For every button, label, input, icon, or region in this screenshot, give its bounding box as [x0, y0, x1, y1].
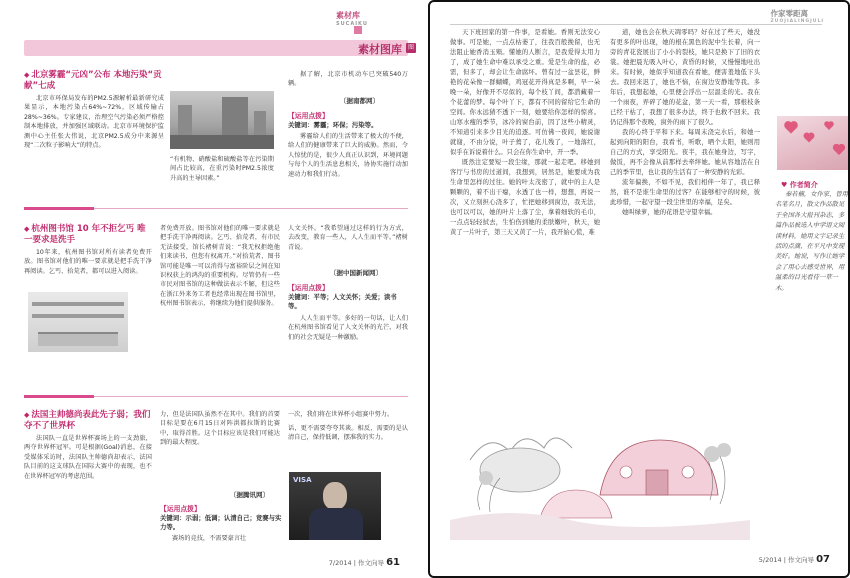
keywords: 关键词：雾霾；环保；污染等。 — [288, 121, 378, 129]
analysis-text: 雾霾给人们的生活带来了极大的不便，给人们的健康带来了巨大的威胁。然而，令人惊忧的是，很少人真正认识到，环境问题与每个人的生活息息相关，协协实施行动加速动力和我们行动。 — [288, 133, 408, 178]
essay-paragraph: 既然注定要短一段尘缘，那就一起走吧。移她到客厅与书房的过道间，我想到，居然是，她要成为我生命里怎样的过往。她的叶太茂密了，就中的主人是颗颗的，着不出干瘪，水透了也一样，想想，再说一次，又立刻担心浇多了，忙把她移到窗边，我无法，也可以可以，她的叶片上落了尘，拿着细软的毛巾，一点点轻轻拭去，生怕伤到她的柔肤嫩叶，秋天，她黄了一片叶子，第三天又黄了一片，我开始心慌，难 — [450, 159, 600, 236]
application-label: 【运用点拨】 — [160, 505, 201, 513]
section-tag — [336, 10, 368, 27]
page-footer — [329, 557, 400, 568]
application-label: 【运用点拨】 — [288, 284, 329, 292]
essay-column-2 — [610, 28, 760, 398]
keywords: 关键词：平等；人文关怀；关爱；读书等。 — [288, 293, 397, 311]
author-bio-label-text: 作者简介 — [789, 181, 818, 189]
article-body-col3: 人文关怀。“我希望通过这样的行为方式，去改变，教育一些人，人人生而平等。”褚树青说。 — [288, 225, 408, 251]
article-source: 〔据腾讯网〕 — [230, 491, 269, 499]
diamond-icon: ◆ — [24, 411, 30, 419]
article-title-france — [24, 410, 154, 432]
article-body-col4: 话，更不需要夸夸其谈。相反，需要的是认清自己，保持低调，摆准我的实力。 — [288, 425, 408, 442]
footer-text: 5/2014 | 作文向导 — [758, 556, 814, 564]
section-tag-en: ZUOJIALINGJULI — [770, 19, 824, 24]
article-source: 〔据南都网〕 — [340, 97, 379, 105]
analysis-text: 赛场的竞技，不需要豪言壮 — [172, 535, 247, 542]
article-body-col3: 一次，我们将在世界杯小组赛中努力。 — [288, 411, 394, 418]
smog-photo — [170, 91, 274, 149]
article-body-col2: 力，但是法国队虽然不在其中。我们的首要目标是要在6月15日对阵洪都拉斯的比赛中，取得首胜。这个目标应该是我们可能达到的最大程度。 — [160, 411, 280, 447]
article-body-col1: 法国队一直是世界杯赛场上的一支劲旅，两夺世界杯冠军。可是根据(Goal)消息，在接受媒体采访时，法国队主帅德尚却表示，法国队目前的这支球队在国际大赛中的表现，也不在世界杯冠军的考虑范围。 — [24, 435, 152, 480]
footer-text: 7/2014 | 作文向导 — [328, 559, 384, 567]
article-body-col2: “有机物、硝酸盐和硫酸盐等在污染期间占比较高，在重污染时PM2.5浓度升高的主导因素。” — [170, 156, 274, 182]
header-rule — [450, 24, 822, 25]
page-footer — [759, 554, 830, 565]
section-tag-text: 作家零距离 — [770, 9, 809, 18]
right-magazine-page — [428, 0, 850, 578]
banner-icon: 图 — [407, 44, 414, 51]
application-label: 【运用点拨】 — [288, 112, 329, 120]
diamond-icon: ◆ — [24, 71, 30, 79]
divider-accent — [24, 395, 94, 398]
article-title-text: 北京雾霾“元凶”公布 本地污染“贡献”七成 — [24, 70, 162, 91]
section-banner — [24, 40, 408, 56]
article-body-col2: 者免费开放。图书馆对他们的唯一要求就是把手洗干净再阅读。乞丐、拾荒者，有市民无法接受，馆长褚树青说：“我无权拒绝他们来读书，但您有权离开。”对拾荒者，图书馆可能是唯一可以消得与富裕阶层之间在知识权获上的鸿沟的重要机构。尽管仍有一些市民对图书馆的这种做法表示不解，但这些在浙江外来务工者也经常出现在图书馆里，杭州图书馆表示，将继续为他们提供服务。 — [160, 225, 280, 308]
analysis-text: 人人生而平等。多好的一句话，让人们在杭州图书馆看见了人文关怀的光芒，对我们的社会无疑是一种激励。 — [288, 315, 408, 341]
essay-paragraph: 我的心终于平和下来。每周末浇完水后，和她一起到向阳的阳台，我看书，听歌，晒个太阳，她则用自己的方式，享受阳光。夜半，我在她身边，写字，做饭，再不会像从前那样去牵绊她。她从容地活在自己的季节里，也让我的生活有了一种安静的光彩。 — [610, 129, 760, 176]
section-tag — [771, 8, 824, 24]
section-tag-en: SUCAIKU — [336, 21, 368, 27]
left-magazine-page — [0, 0, 422, 578]
cottage-illustration — [450, 400, 750, 540]
article-source: 〔据中国新闻网〕 — [330, 269, 382, 277]
coach-photo: VISA — [289, 472, 381, 540]
essay-paragraph: 道，她也会在秋天凋零吗？好在过了些天，她没有更多的叶出现，她的根在黑色的泥中生长着，向一旁的青花瓷展出了小小的裂枝，她只是换下了旧的衣裳。她把晨光吸入叶心，黄昏的时候，又慢慢地吐出来。有时候，她似乎知道我在看她，便害羞地低下头去。我回来迟了，她也不恼，在窗边安静地等我。多年后，我想起她，心里便会浮出一层温柔的光。我在一个雨夜，弄碎了她的花盆，第一天一看，那根枝条已经干枯了，我想了很多办法，终于也救不回来。我仍记得那个夜晚，窗外的雨下了很久。 — [610, 29, 760, 126]
essay-column-1 — [450, 28, 600, 398]
article-body-col1: 10年来，杭州图书馆对所有读者免费开放。图书馆对他们的唯一要求就是把手洗干净再阅读。乞丐、拾荒者，都可以进入阅读。 — [24, 249, 152, 275]
article-title-text: 杭州图书馆 10 年不拒乞丐 唯一要求是洗手 — [24, 224, 146, 245]
keywords: 关键词：示弱；低调；认清自己；竞赛与实力等。 — [160, 514, 282, 532]
essay-paragraph: 流年偏换，不如不见，我们相伴一年了，我已释然，谁不是谁生命里的过客？在能够相守的时候，彼此珍惜，一起守望一段尘世里的幸福，足矣。 — [610, 179, 760, 206]
section-tag-text: 素材库 — [336, 11, 360, 20]
section-banner-title: 素材图库 — [358, 43, 402, 56]
hearts-photo — [777, 116, 849, 170]
page-number: 61 — [386, 557, 400, 568]
author-bio — [775, 190, 849, 520]
article-title-library — [24, 224, 154, 246]
author-bio-text: 秦若楠，女作家，曾用名笔名月，散文作品散见于全国各大报刊杂志，多篇作品被选入中学语文阅读材料，她用文字记录生活的点滴，在平凡中发现美好。她说，写作让她学会了用心去感受世界，用温柔的目光看待一草一木。 — [775, 191, 848, 292]
header-marker — [354, 26, 362, 34]
article-body-col1: 北京市环保局发布的PM2.5源解析最新研究成果显示，本地污染占64%~72%，区域传输占28%~36%。专家建议，治理空气污染必须严格控制本地排放，并加强区域联动。北京市环境保护监测中心主任张大伟说，北京PM2.5成分中来源呈现“二次粒子影响大”的特点。 — [24, 95, 164, 150]
essay-paragraph: 天下班回家的第一件事，是看她。香则无法安心做事。可是她，一点点枯萎了，往我百般挽留，也无法阻止她香消玉殒。懂她的人断言，是我爱得太用力了，成了她生命中难以承受之重。爱是生命的盐，必需，但多了，却会让生命腐坏。曾有过一盆昙花，鲜艳的花朵像一群蝴蝶，鸡冠花开得真是多啊，早一朵晚一朵，好像开不尽似的，每个枝丫间，都潜藏着一个花蕾的梦。每个叶丫下，都有不同的留给它生命的空间。你永远猜不透下一刻，她要给你怎样的惊喜。山寒水瘦的季节，冰冷的窗台前，因了这些小精灵，不知道引来多少目光的追逐。可仿佛一夜间，她说谢就谢，不由分说，叶子蔫了，花儿残了，一地落红，似乎在诉说着什么。只会在你生命中，开一季。 — [450, 29, 600, 156]
article-body-col3: 据了解，北京市机动车已突破540万辆。 — [288, 71, 408, 88]
divider-accent — [24, 207, 94, 210]
article-title-smog — [24, 70, 164, 92]
library-photo — [28, 292, 128, 352]
article-title-text: 法国主帅德尚表此先子弱；我们夺不了世界杯 — [24, 410, 151, 431]
essay-paragraph: 她叫绿萝，她的花语是守望幸福。 — [622, 209, 717, 216]
diamond-icon: ◆ — [24, 225, 30, 233]
author-bio-label: ♥ 作者简介 — [781, 181, 818, 189]
page-number: 07 — [816, 554, 830, 565]
